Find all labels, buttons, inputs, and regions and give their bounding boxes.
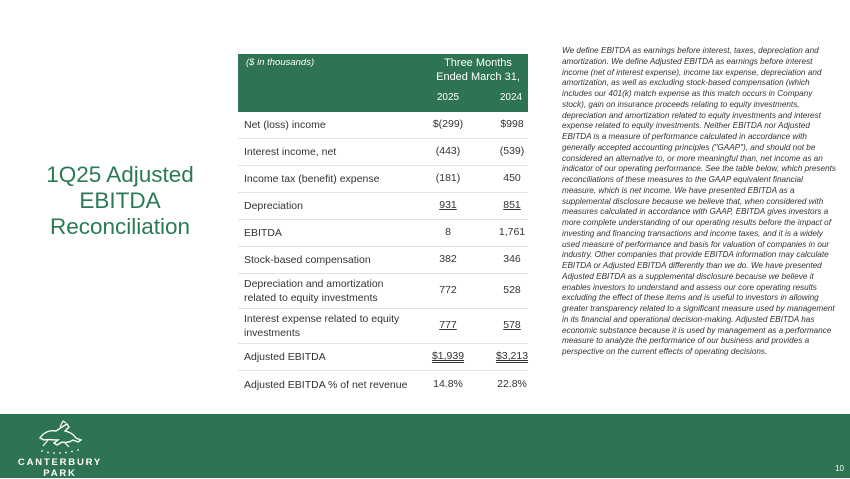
table-row bbox=[238, 112, 528, 139]
value-2025: $1,939 bbox=[431, 350, 465, 362]
ebitda-reconciliation-table bbox=[238, 54, 528, 399]
table-row bbox=[238, 371, 528, 399]
value-2024: 346 bbox=[503, 253, 521, 265]
value-2024: $3,213 bbox=[495, 350, 529, 362]
value-2025: (443) bbox=[435, 145, 461, 157]
year-header-2024: 2024 bbox=[499, 92, 523, 103]
table-row bbox=[238, 139, 528, 166]
value-2024: 450 bbox=[503, 172, 521, 184]
logo-text-line2: PARK bbox=[43, 468, 77, 479]
value-2024: 22.8% bbox=[497, 378, 527, 390]
row-label: Interest income, net bbox=[244, 146, 337, 158]
period-header: Three Months Ended March 31, bbox=[436, 57, 520, 83]
table-row bbox=[238, 309, 528, 344]
table-row bbox=[238, 344, 528, 371]
racing-horse-icon bbox=[34, 418, 88, 456]
row-label: Depreciation and amortization related to equity investments bbox=[244, 278, 384, 304]
units-label: ($ in thousands) bbox=[246, 57, 315, 68]
slide-title: 1Q25 Adjusted EBITDA Reconciliation bbox=[46, 162, 194, 239]
row-label: Net (loss) income bbox=[244, 119, 326, 131]
table-row bbox=[238, 166, 528, 193]
value-2025: 931 bbox=[439, 199, 457, 211]
value-2025: 14.8% bbox=[433, 378, 463, 390]
row-label: Interest expense related to equity investments bbox=[244, 313, 400, 339]
row-label: Stock-based compensation bbox=[244, 254, 371, 266]
table-header bbox=[238, 54, 528, 112]
value-2025: 772 bbox=[439, 284, 457, 296]
row-label: EBITDA bbox=[244, 227, 282, 239]
value-2024: (539) bbox=[499, 145, 525, 157]
row-label: Adjusted EBITDA bbox=[244, 351, 326, 363]
value-2024: 1,761 bbox=[498, 226, 526, 238]
value-2025: $(299) bbox=[432, 118, 464, 130]
year-header-2025: 2025 bbox=[436, 92, 460, 103]
table-row bbox=[238, 220, 528, 247]
value-2025: 777 bbox=[439, 319, 457, 331]
table-row bbox=[238, 193, 528, 220]
value-2025: (181) bbox=[435, 172, 461, 184]
row-label: Adjusted EBITDA % of net revenue bbox=[244, 379, 408, 391]
ebitda-definition-text: We define EBITDA as earnings before interest, taxes, depreciation and amortization. We define Adjusted EBITDA as earnings before interest income (net of interest expense), income tax expense, depreciation and amortization, as well as excluding stock-based compensation (which includes our 401(k) match expense as this match occurs in Company stock), gain on insurance proceeds relating to equity investments, depreciation and amortization related to equity investments and interest expense related to equity investments. Neither EBITDA nor Adjusted EBITDA is a measure of performance calculated in accordance with generally accepted accounting principles ("GAAP"), and should not be considered an alternative to, or more meaningful than, net income as an indicator of our operating performance. See the table below, which presents reconciliations of these measures to the GAAP equivalent financial measure, which is net income. We have presented EBITDA as a supplemental disclosure because we believe that, when considered with measures calculated in accordance with GAAP, EBITDA gives investors a more complete understanding of our operating results before the impact of investing and financing transactions and income taxes, and it is a widely used measure of performance and basis for valuation of companies in our industry. Other companies that provide EBITDA information may calculate EBITDA or Adjusted EBITDA differently than we do. We have presented Adjusted EBITDA as a supplemental disclosure because we believe it enables investors to understand and assess our core operating results excluding the effect of these items and is useful to investors in allowing greater transparency related to a significant measure used by management in its financial and operational decision-making. Adjusted EBITDA has economic substance because it is used by management as a performance measure to analyze the performance of our business and provides a perspective on the current effects of operating decisions. bbox=[562, 46, 836, 356]
logo-text-line1: CANTERBURY bbox=[17, 457, 103, 468]
canterbury-park-logo bbox=[8, 418, 118, 478]
value-2024: 578 bbox=[503, 319, 521, 331]
table-row bbox=[238, 247, 528, 274]
value-2024: $998 bbox=[500, 118, 524, 130]
value-2024: 851 bbox=[503, 199, 521, 211]
row-label: Depreciation bbox=[244, 200, 303, 212]
table-row bbox=[238, 274, 528, 309]
footer-bar bbox=[0, 414, 850, 478]
value-2025: 382 bbox=[439, 253, 457, 265]
value-2024: 528 bbox=[503, 284, 521, 296]
row-label: Income tax (benefit) expense bbox=[244, 173, 380, 185]
value-2025: 8 bbox=[445, 226, 451, 238]
page-number: 10 bbox=[835, 464, 844, 473]
